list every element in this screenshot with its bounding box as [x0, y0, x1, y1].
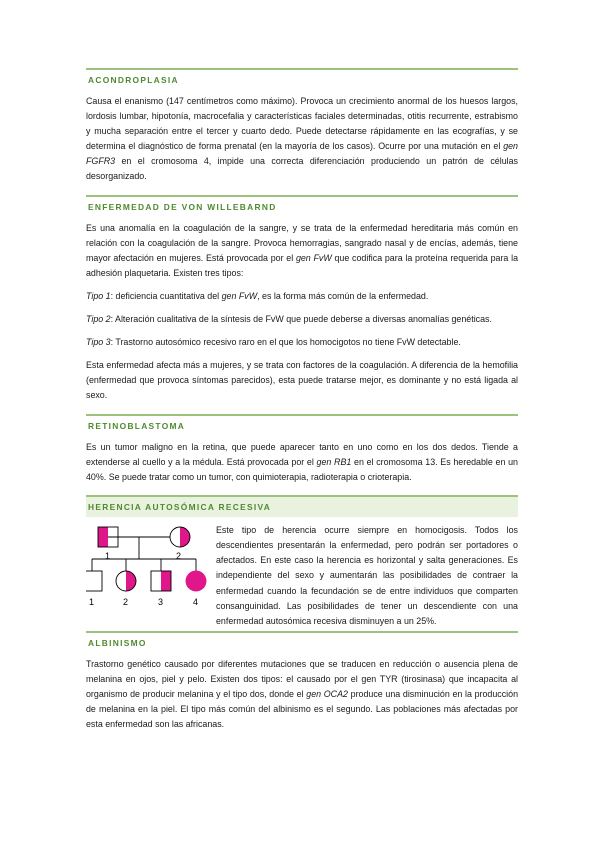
paragraph: Es una anomalía en la coagulación de la sangre, y se trata de la enfermedad hereditaria más común en relación con la coagulación de la sangre. Provoca hemorragias, sangrado nasal y de encías, además, tiene mayor afectación en mujeres. Está provocada por el gen FvW que codifica para la proteína requerida para la adhesión plaquetaria. Existen tres tipos:: [86, 222, 519, 278]
child-3-label: 3: [158, 596, 164, 607]
pedigree-row: [86, 521, 518, 626]
child-4-label: 4: [193, 596, 199, 607]
child-2-label: 2: [123, 596, 129, 607]
child-4-affected-female: [186, 571, 206, 591]
section-header-albinismo: ALBINISMO: [86, 631, 518, 653]
pedigree-description: [216, 523, 518, 629]
paragraph: Causa el enanismo (147 centímetros como máximo). Provoca un crecimiento anormal de los huesos largos, lordosis lumbar, hipotonía, macrocefalia y características faciales determinadas, otitis recurrente, estrabismo y mucha separación entre el tercer y cuarto dedo. Puede detectarse rápidamente en las ecografías, y se determina el diagnóstico de forma prenatal (en la mayoría de los casos). Ocurre por una mutación en el gen FGFR3 en el cromosoma 4, impide una correcta diferenciación produciendo un patrón de células desorganizado.: [86, 96, 518, 182]
child-3-carrier-male: [151, 571, 171, 591]
parent-1-label: 1: [105, 550, 111, 561]
parent-2-label: 2: [176, 550, 182, 561]
paragraph: Este tipo de herencia ocurre siempre en homocigosis. Todos los descendientes presentarán la enfermedad, pero podrán ser portadores o afectados. En este caso la herencia es horizontal y salta generaciones. Es independiente del sexo y aumentarán las posibilidades de contraer la enfermedad cuando la fecundación se de entre individuos que comparten consanguinidad. Las posibilidades de tener un descendiente con una enfermedad autosómica recesiva disminuyen a un 25%.: [216, 524, 518, 626]
paragraph: Trastorno genético causado por diferentes mutaciones que se traducen en reducción o ausencia plena de melanina en ojos, piel y pelo. Existen dos tipos: el causado por el gen TYR (tirosinasa) que incapacita al organismo de producir melanina y el tipo dos, donde el gen OCA2 produce una disminución en la producción de melanina en la piel. El tipo más común del albinismo es el segundo. Las poblaciones más afectadas por esta enfermedad son las africanas.: [86, 658, 519, 730]
paragraph: Esta enfermedad afecta más a mujeres, y se trata con factores de la coagulación. A diferencia de la hemofilia (enfermedad que provoca síntomas parecidos), esta puede tratarse mejor, es dominante y no está ligada al sexo.: [86, 360, 518, 401]
italic-term: gen FGFR3: [86, 141, 518, 167]
italic-term: gen FvW: [221, 290, 258, 301]
section-header-acondroplasia: ACONDROPLASIA: [86, 68, 518, 90]
section-header-retinoblastoma: RETINOBLASTOMA: [86, 414, 518, 436]
pedigree-diagram: [86, 521, 216, 621]
child-2-carrier-female: [116, 571, 136, 591]
italic-term: gen OCA2: [306, 688, 348, 699]
parent-2-carrier-female: [170, 527, 190, 547]
italic-term: gen RB1: [316, 456, 352, 467]
child-1-label: 1: [89, 596, 95, 607]
italic-term: gen FvW: [295, 252, 332, 263]
paragraph: Tipo 3: Trastorno autosómico recesivo raro en el que los homocigotos no tiene FvW detectable.: [86, 337, 461, 348]
document-page: [86, 68, 518, 732]
section-header-von-willebrand: ENFERMEDAD DE VON WILLEBARND: [86, 195, 518, 217]
italic-term: Tipo 2: [86, 314, 111, 325]
paragraph: Tipo 2: Alteración cualitativa de la síntesis de FvW que puede deberse a diversas anomalías genéticas.: [86, 314, 492, 325]
paragraph: Es un tumor maligno en la retina, que puede aparecer tanto en uno como en los dos dedos. Tiende a extenderse al cuello y a la médula. Está provocada por el gen RB1 en el cromosoma 13. Es heredable en un 40%. Se puede tratar como un tumor, con quimioterapia, radioterapia o crioterapia.: [86, 441, 518, 482]
paragraph: Tipo 1: deficiencia cuantitativa del gen FvW, es la forma más común de la enfermedad.: [86, 290, 429, 301]
italic-term: Tipo 3: [86, 337, 111, 348]
section-header-herencia-autosomica-recesiva: HERENCIA AUTOSÓMICA RECESIVA: [86, 495, 518, 517]
child-1-unaffected-male: [86, 571, 102, 591]
italic-term: Tipo 1: [86, 290, 111, 301]
